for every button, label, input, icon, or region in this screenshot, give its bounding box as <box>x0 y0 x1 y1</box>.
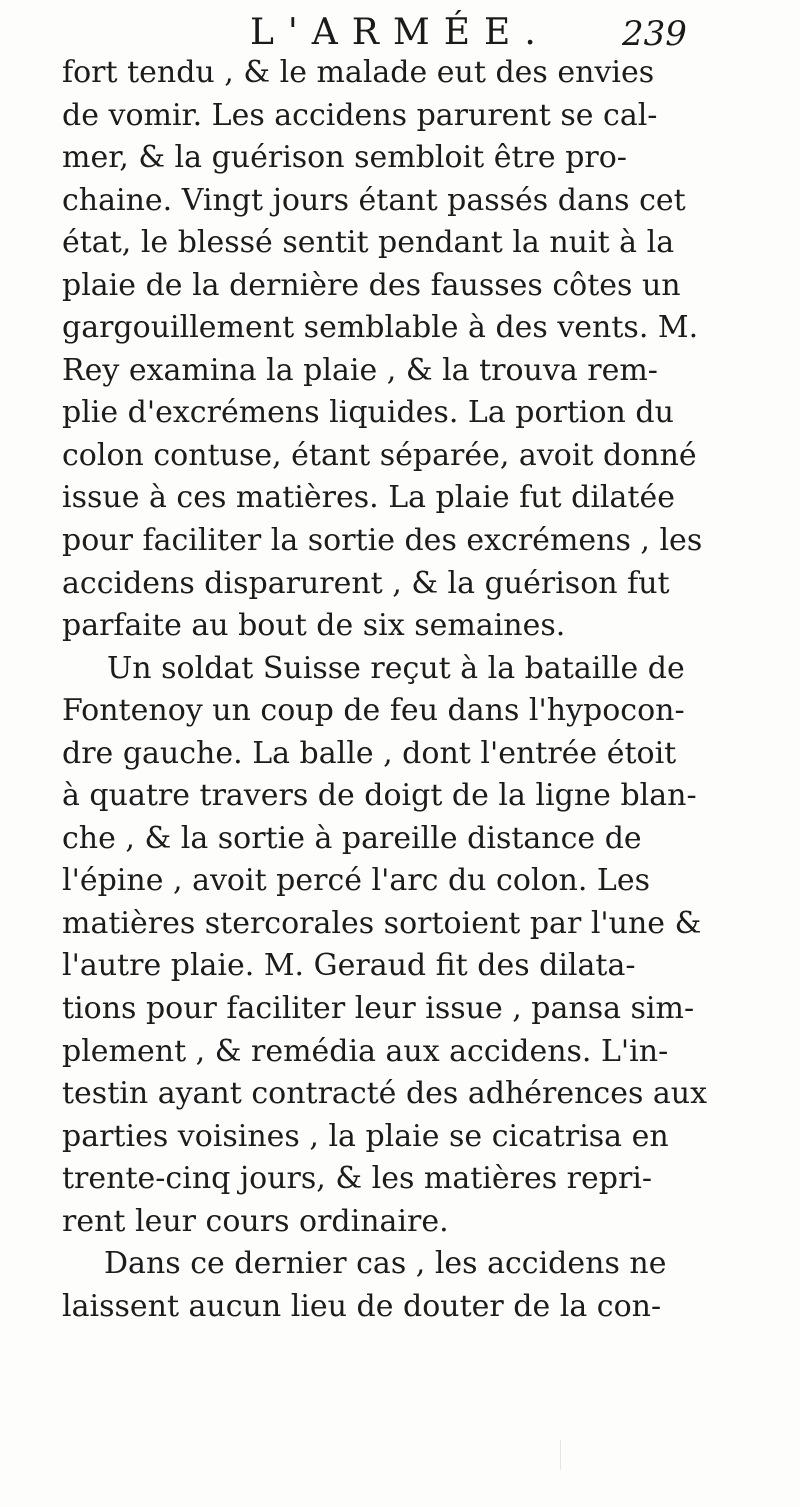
text-line: à quatre travers de doigt de la ligne blan- <box>62 778 697 814</box>
text-line: Rey examina la plaie , & la trouva rem- <box>62 352 658 388</box>
running-head: L'ARMÉE. <box>250 12 550 53</box>
text-line: l'autre plaie. M. Geraud fit des dilata- <box>62 948 636 984</box>
text-line: pour faciliter la sortie des excrémens , les <box>62 523 703 559</box>
text-line: colon contuse, étant séparée, avoit donné <box>62 437 697 473</box>
text-line: état, le blessé sentit pendant la nuit à la <box>62 225 675 261</box>
text-line: dre gauche. La balle , dont l'entrée étoit <box>62 735 677 771</box>
text-line: rent leur cours ordinaire. <box>62 1203 449 1239</box>
text-line: de vomir. Les accidens parurent se cal- <box>62 97 658 133</box>
text-line: plaie de la dernière des fausses côtes un <box>62 267 681 303</box>
text-line: che , & la sortie à pareille distance de <box>62 820 642 856</box>
text-line: plement , & remédia aux accidens. L'in- <box>62 1033 669 1069</box>
text-line: matières stercorales sortoient par l'une & <box>62 905 702 941</box>
body-text <box>62 52 767 1328</box>
text-line: l'épine , avoit percé l'arc du colon. Les <box>62 863 651 899</box>
text-line: accidens disparurent , & la guérison fut <box>62 565 670 601</box>
paragraph-start-line: Un soldat Suisse reçut à la bataille de <box>107 650 685 686</box>
text-line: parfaite au bout de six semaines. <box>62 608 566 644</box>
text-line: testin ayant contracté des adhérences aux <box>62 1076 708 1112</box>
paragraph-start-line: Dans ce dernier cas , les accidens ne <box>104 1246 667 1282</box>
text-line: parties voisines , la plaie se cicatrisa en <box>62 1118 669 1154</box>
text-line: Fontenoy un coup de feu dans l'hypocon- <box>62 693 685 729</box>
text-line: chaine. Vingt jours étant passés dans cet <box>62 182 686 218</box>
text-line: issue à ces matières. La plaie fut dilatée <box>62 480 675 516</box>
page-number: 239 <box>622 14 687 54</box>
text-line: plie d'excrémens liquides. La portion du <box>62 395 674 431</box>
text-line: fort tendu , & le malade eut des envies <box>62 55 655 90</box>
page-header <box>0 8 800 52</box>
text-line: gargouillement semblable à des vents. M. <box>62 310 699 346</box>
text-line: tions pour faciliter leur issue , pansa sim- <box>62 991 695 1027</box>
text-line: trente-cinq jours, & les matières repri- <box>62 1161 653 1197</box>
text-line: mer, & la guérison sembloit être pro- <box>62 140 627 176</box>
paper-mark <box>560 1440 571 1470</box>
text-line: laissent aucun lieu de douter de la con- <box>62 1288 662 1324</box>
